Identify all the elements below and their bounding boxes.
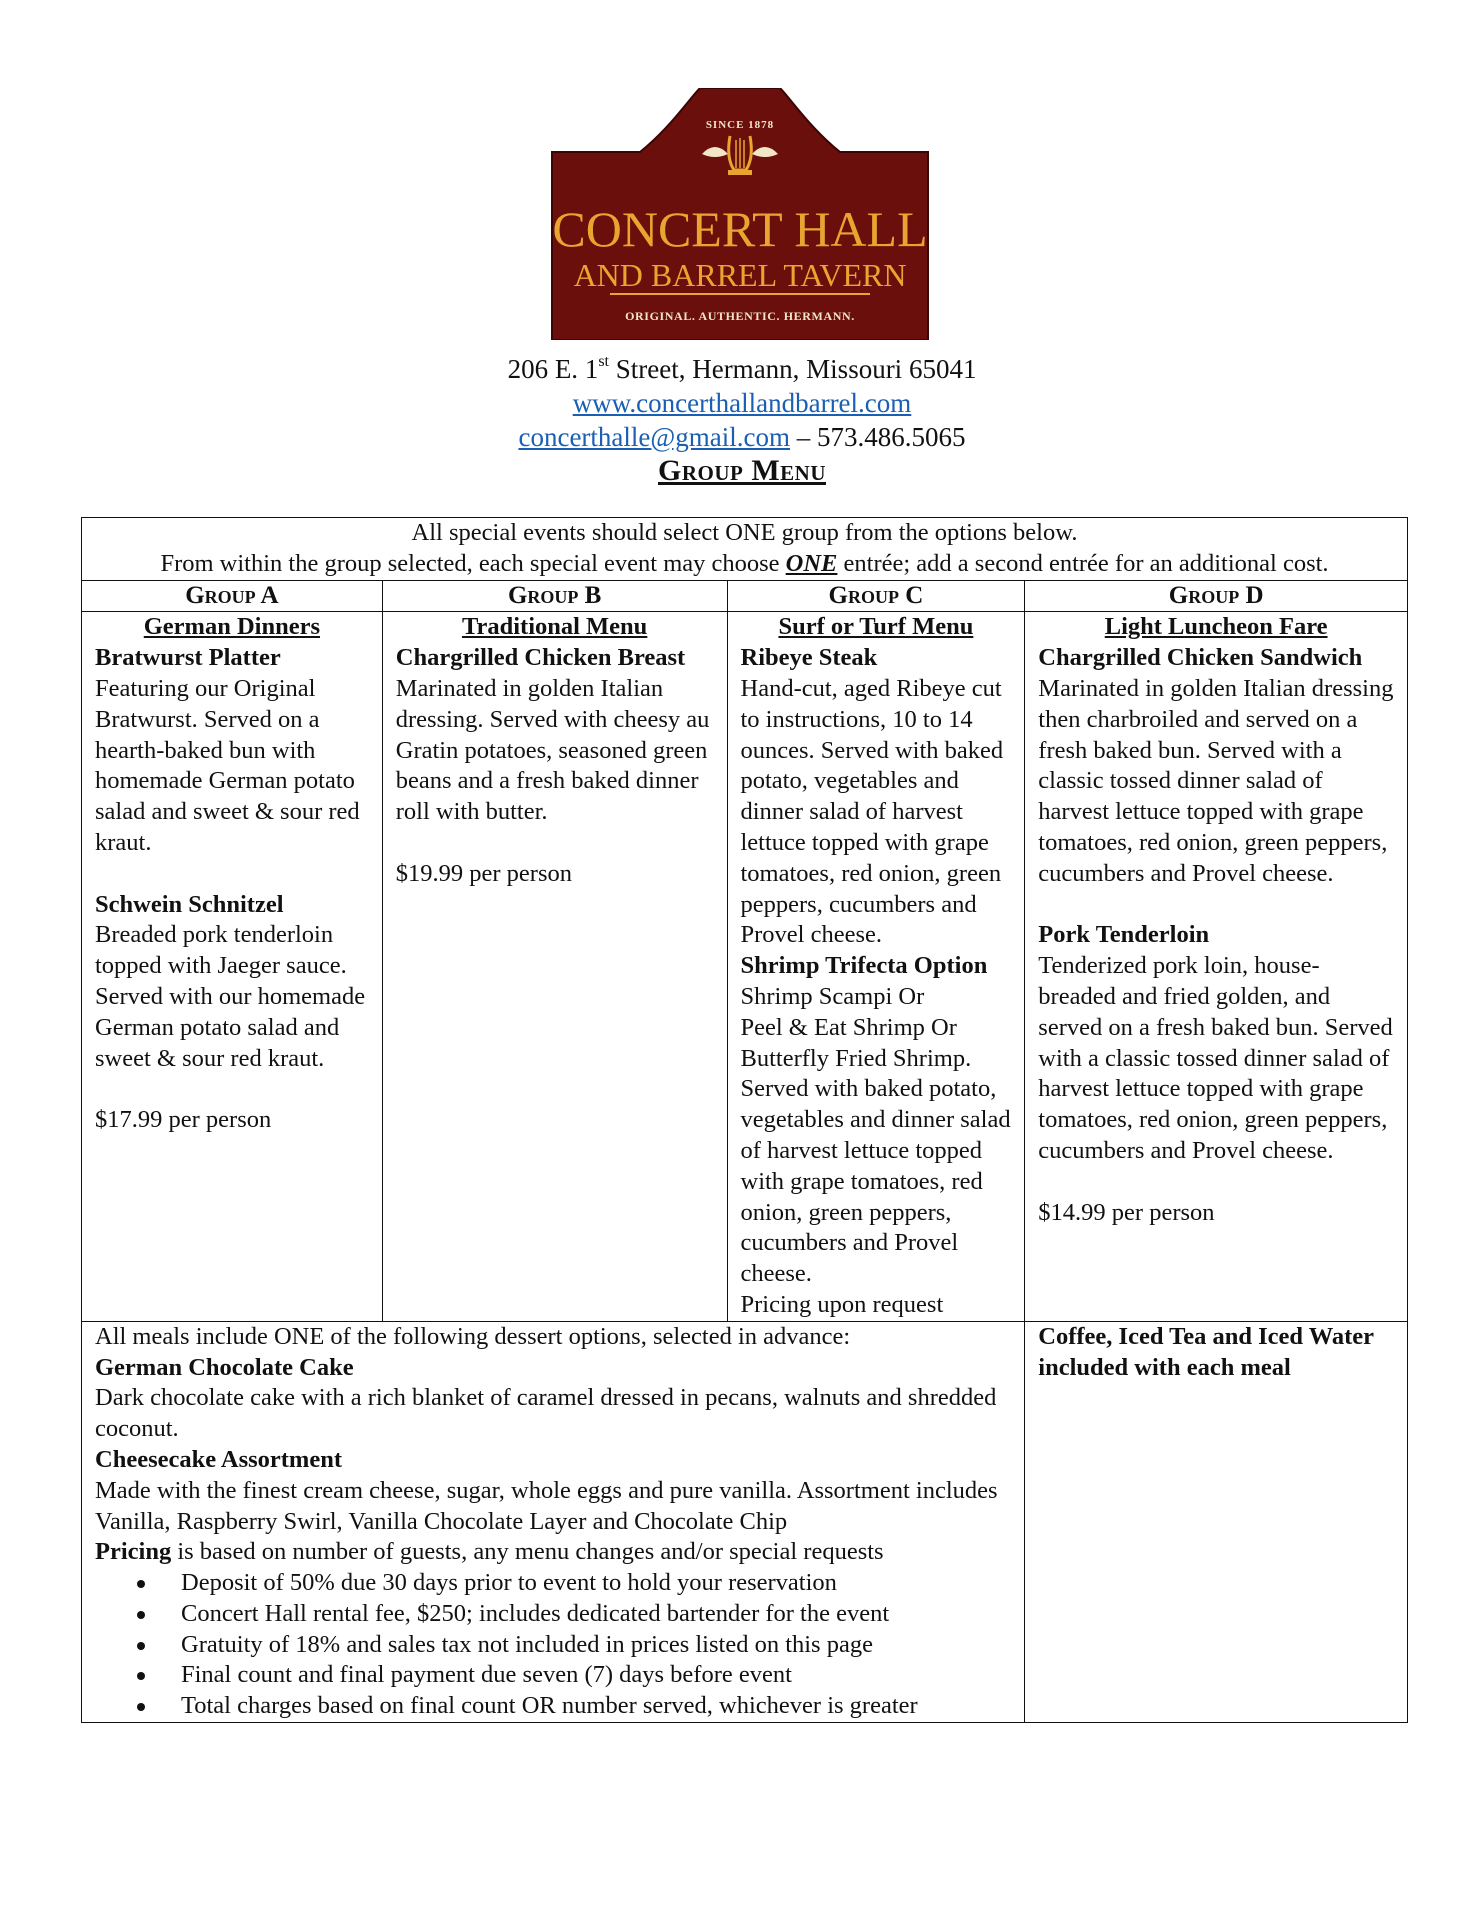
dessert-intro: All meals include ONE of the following dessert options, selected in advance: — [95, 1322, 851, 1350]
address: 206 E. 1st Street, Hermann, Missouri 65041 — [507, 353, 977, 384]
group-a-price: $17.99 per person — [95, 1106, 272, 1134]
beverages-note: Coffee, Iced Tea and Iced Water included with each meal — [1038, 1322, 1374, 1381]
group-b-menu-title: Traditional Menu — [461, 613, 648, 641]
menu-item-description: Marinated in golden Italian dressing. Served with cheesy au Gratin potatoes, seasoned green beans and a fresh baked dinner roll with butter. — [395, 674, 710, 826]
group-d-price: $14.99 per person — [1038, 1198, 1215, 1226]
menu-item-title: Shrimp Trifecta Option — [740, 952, 988, 980]
list-item: Final count and final payment due seven (7) days before event — [153, 1660, 1011, 1691]
group-c-menu-title: Surf or Turf Menu — [778, 613, 974, 641]
dessert-item-description: Dark chocolate cake with a rich blanket of caramel dressed in pecans, walnuts and shredded coconut. — [95, 1384, 997, 1443]
email-link[interactable]: concerthalle@gmail.com — [518, 422, 790, 452]
phone: – 573.486.5065 — [790, 422, 966, 452]
dessert-item-title: German Chocolate Cake — [95, 1353, 354, 1381]
contact-header — [0, 352, 1484, 454]
menu-item-title: Chargrilled Chicken Breast — [395, 644, 686, 672]
menu-item-description: Breaded pork tenderloin topped with Jaeger sauce. Served with our homemade German potato salad and sweet & sour red kraut. — [95, 921, 366, 1072]
dessert-cell — [82, 1321, 1025, 1722]
group-a-menu-title: German Dinners — [143, 613, 320, 641]
pricing-note: Pricing is based on number of guests, any menu changes and/or special requests — [95, 1538, 884, 1566]
menu-item-title: Pork Tenderloin — [1038, 921, 1210, 949]
list-item: Total charges based on final count OR number served, whichever is greater — [153, 1691, 1011, 1722]
dessert-item-description: Made with the finest cream cheese, sugar, whole eggs and pure vanilla. Assortment includes Vanilla, Raspberry Swirl, Vanilla Chocolate Layer and Chocolate Chip — [95, 1476, 998, 1535]
menu-item-title: Chargrilled Chicken Sandwich — [1038, 644, 1363, 672]
intro-cell — [82, 518, 1408, 581]
group-menu-table — [81, 517, 1408, 1723]
group-d-menu-title: Light Luncheon Fare — [1104, 613, 1328, 641]
group-d-cell — [1025, 612, 1408, 1321]
group-b-price: $19.99 per person — [395, 859, 572, 887]
beverages-cell — [1025, 1321, 1408, 1722]
pricing-terms-list — [95, 1568, 1011, 1722]
group-c-label: Group C — [727, 580, 1025, 612]
shrimp-option: Butterfly Fried Shrimp. — [740, 1044, 972, 1072]
menu-item-title: Schwein Schnitzel — [95, 890, 284, 918]
logo-since: SINCE 1878 — [705, 119, 775, 131]
shrimp-option: Peel & Eat Shrimp Or — [740, 1013, 957, 1041]
logo-tagline: ORIGINAL. AUTHENTIC. HERMANN. — [625, 309, 855, 323]
menu-item-description: Marinated in golden Italian dressing then charbroiled and served on a fresh baked bun. Served with a classic tossed dinner salad of harvest lettuce topped with grape tomatoes, red onion, green peppers, cucumbers and Provel cheese. — [1038, 674, 1394, 887]
menu-item-title: Bratwurst Platter — [95, 644, 281, 672]
list-item: Concert Hall rental fee, $250; includes dedicated bartender for the event — [153, 1599, 1011, 1630]
group-c-cell — [727, 612, 1025, 1321]
group-b-label: Group B — [382, 580, 727, 612]
group-a-cell — [82, 612, 383, 1321]
logo-line2: AND BARREL TAVERN — [573, 257, 907, 293]
group-c-price: Pricing upon request — [740, 1290, 944, 1318]
shrimp-option: Shrimp Scampi Or — [740, 982, 925, 1010]
group-b-cell — [382, 612, 727, 1321]
concert-hall-logo — [540, 88, 940, 340]
logo-line1: CONCERT HALL — [552, 201, 928, 257]
list-item: Deposit of 50% due 30 days prior to event to hold your reservation — [153, 1568, 1011, 1599]
menu-item-description: Tenderized pork loin, house-breaded and fried golden, and served on a fresh baked bun. Served with a classic tossed dinner salad of harvest lettuce topped with grape tomatoes, red onion, green peppers, cucumbers and Provel cheese. — [1038, 952, 1393, 1164]
menu-item-description: Featuring our Original Bratwurst. Served on a hearth-baked bun with homemade German potato salad and sweet & sour red kraut. — [95, 674, 360, 856]
menu-item-description: Served with baked potato, vegetables and dinner salad of harvest lettuce topped with grape tomatoes, red onion, green peppers, cucumbers and Provel cheese. — [740, 1075, 1011, 1288]
group-a-label: Group A — [82, 580, 383, 612]
website-link[interactable]: www.concerthallandbarrel.com — [572, 388, 912, 418]
page-title: Group Menu — [658, 454, 826, 487]
dessert-item-title: Cheesecake Assortment — [95, 1445, 342, 1473]
intro-line1: All special events should select ONE group from the options below. — [411, 519, 1078, 546]
group-d-label: Group D — [1025, 580, 1408, 612]
intro-line2: From within the group selected, each special event may choose ONE entrée; add a second entrée for an additional cost. — [160, 549, 1329, 577]
menu-item-title: Ribeye Steak — [740, 644, 878, 672]
list-item: Gratuity of 18% and sales tax not included in prices listed on this page — [153, 1630, 1011, 1661]
menu-item-description: Hand-cut, aged Ribeye cut to instructions, 10 to 14 ounces. Served with baked potato, vegetables and dinner salad of harvest lettuce topped with grape tomatoes, red onion, green peppers, cucumbers and Provel cheese. — [740, 674, 1004, 949]
